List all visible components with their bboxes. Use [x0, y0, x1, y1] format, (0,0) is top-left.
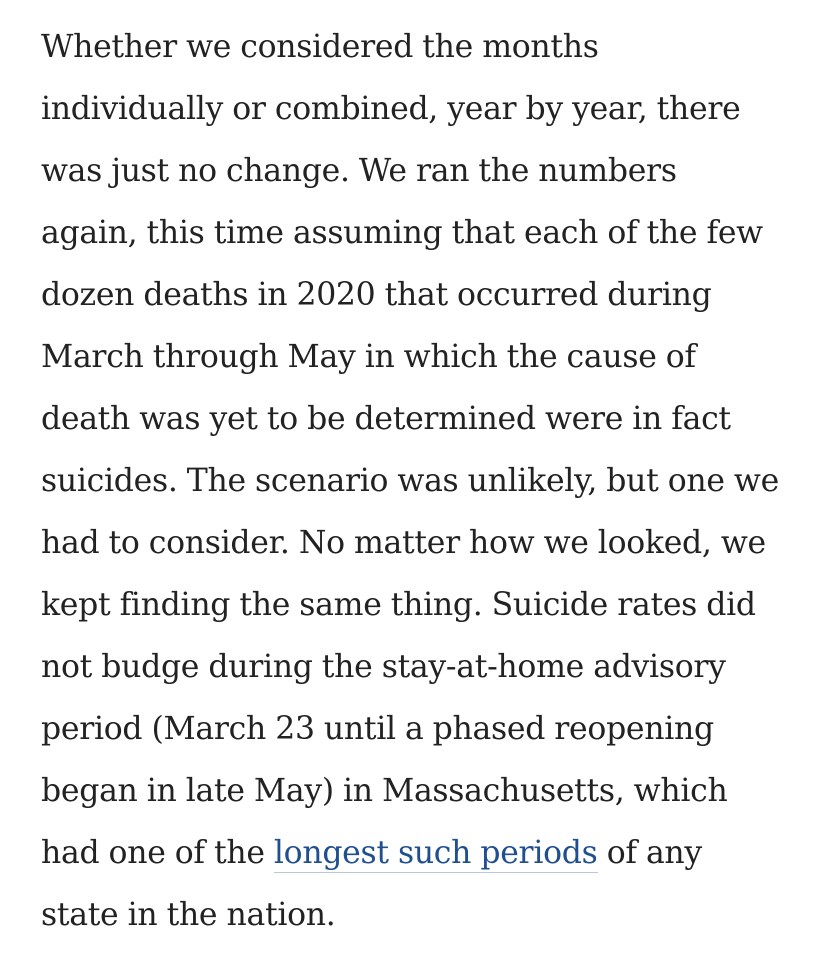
paragraph-line-13: began in late May) in Massachusetts, which	[41, 773, 728, 809]
paragraph-line-5: dozen deaths in 2020 that occurred during	[41, 277, 712, 313]
line-14-trail-text: of any	[597, 835, 702, 871]
paragraph-line-12: period (March 23 until a phased reopening	[41, 711, 714, 747]
paragraph-line-9: had to consider. No matter how we looked, we	[41, 525, 766, 561]
paragraph-line-14	[41, 822, 801, 884]
paragraph-line-4: again, this time assuming that each of the few	[41, 215, 763, 251]
article-paragraph	[41, 16, 801, 946]
paragraph-line-10: kept finding the same thing. Suicide rates did	[41, 587, 756, 623]
longest-such-periods-link[interactable]: longest such periods	[273, 835, 598, 871]
paragraph-line-15: state in the nation.	[41, 897, 336, 933]
paragraph-line-3: was just no change. We ran the numbers	[41, 153, 677, 189]
paragraph-line-2: individually or combined, year by year, there	[41, 91, 741, 127]
paragraph-line-11: not budge during the stay-at-home advisory	[41, 649, 726, 685]
paragraph-line-6: March through May in which the cause of	[41, 339, 696, 375]
paragraph-line-8: suicides. The scenario was unlikely, but one we	[41, 463, 779, 499]
paragraph-line-7: death was yet to be determined were in fact	[41, 401, 731, 437]
paragraph-line-1: Whether we considered the months	[41, 29, 599, 65]
line-14-lead-text: had one of the	[41, 835, 274, 871]
